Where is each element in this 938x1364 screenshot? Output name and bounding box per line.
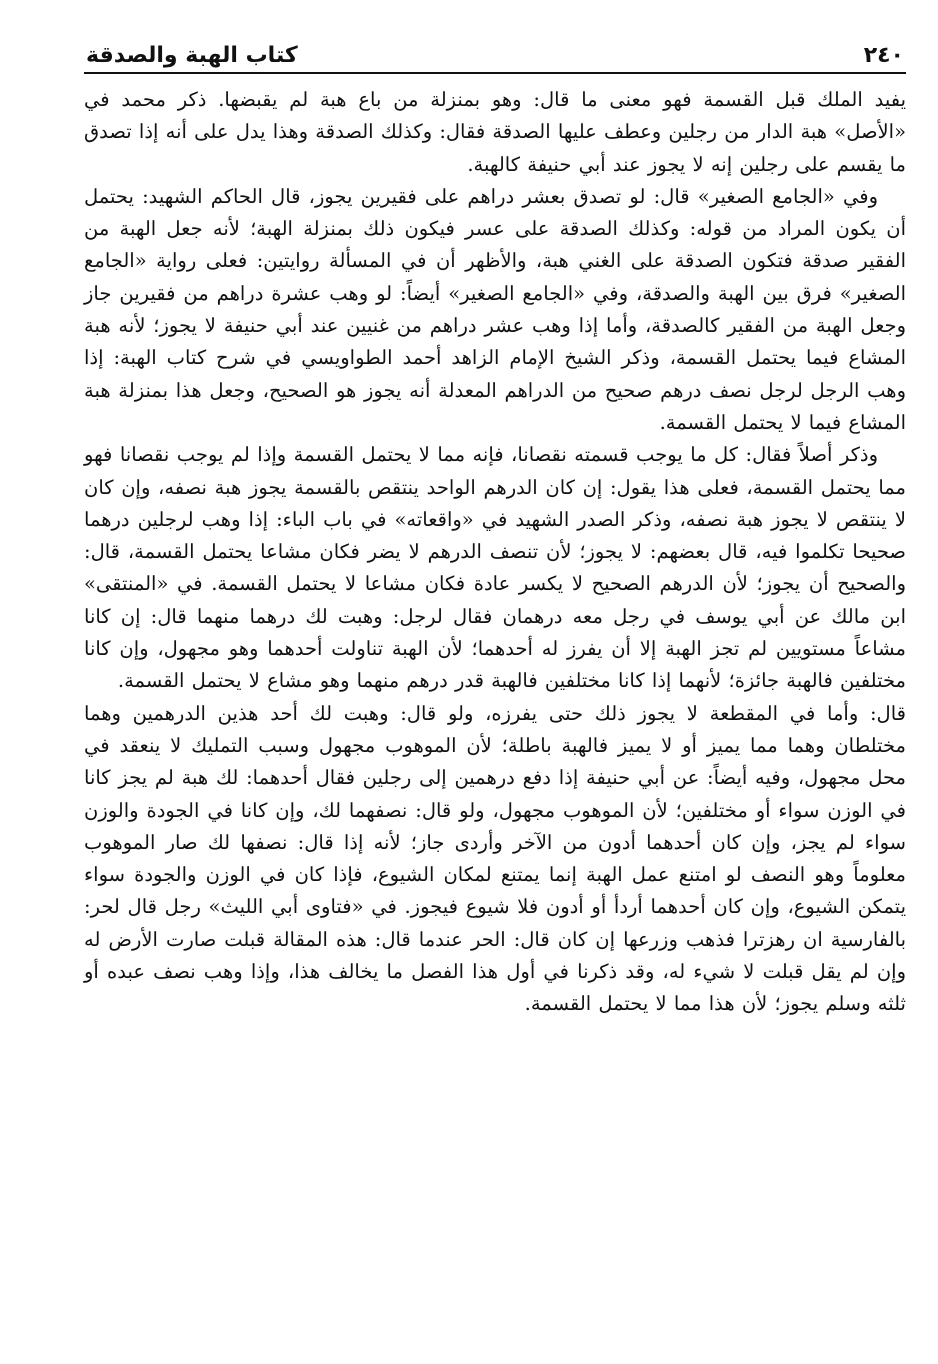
header-divider <box>84 72 906 74</box>
paragraph-4: قال: وأما في المقطعة لا يجوز ذلك حتى يفرزه، ولو قال: وهبت لك أحد هذين الدرهمين وهما مختلطان وهما مما يميز أو لا يميز فالهبة باطلة؛ لأن الموهوب مجهول وسبب التمليك لا ينعقد في محل مجهول، وفيه أيضاً: عن أبي حنيفة إذا دفع درهمين إلى رجلين فقال أحدهما: لك هبة لم يجز كانا في الوزن سواء أو مختلفين؛ لأن الموهوب مجهول، ولو قال: نصفهما لك، وإن كانا في الجودة والوزن سواء لم يجز، وإن كان أحدهما أدون من الآخر وأردى جاز؛ لأنه إذا قال: نصفها لك صار الموهوب معلوماً وهو النصف لو امتنع عمل الهبة إنما يمتنع لمكان الشيوع، فإذا كان في الوزن والجودة سواء يتمكن الشيوع، وإن كان أحدهما أردأ أو أدون فلا شيوع فيجوز. في «فتاوى أبي الليث» رجل قال لحر: بالفارسية ان رهزترا فذهب وزرعها إن كان قال: الحر عندما قال: هذه المقالة قبلت صارت الأرض له وإن لم يقل قبلت لا شيء له، وقد ذكرنا في أول هذا الفصل ما يخالف هذا، وإذا وهب نصف عبده أو ثلثه وسلم يجوز؛ لأن هذا مما لا يحتمل القسمة. <box>84 701 906 1016</box>
book-title: كتاب الهبة والصدقة <box>86 43 298 68</box>
page-body <box>84 84 906 1021</box>
paragraph-3: وذكر أصلاً فقال: كل ما يوجب قسمته نقصانا، فإنه مما لا يحتمل القسمة وإذا لم يوجب نقصانا فهو مما يحتمل القسمة، فعلى هذا يقول: إن كان الدرهم الواحد ينتقص بالقسمة يجوز هبة نصفه، وإن كان لا ينتقص لا يجوز هبة نصفه، وذكر الصدر الشهيد في «واقعاته» في باب الباء: إذا وهب لرجلين درهما صحيحا تكلموا فيه، قال بعضهم: لا يجوز؛ لأن تنصف الدرهم لا يضر فكان مشاعا يحتمل القسمة، قال: والصحيح أن يجوز؛ لأن الدرهم الصحيح لا يكسر عادة فكان مشاعا لا يحتمل القسمة. في «المنتقى» ابن مالك عن أبي يوسف في رجل معه درهمان فقال لرجل: وهبت لك درهما منهما قال: إن كانا مشاعاً مستويين لم تجز الهبة إلا أن يفرز له أحدهما؛ لأن الهبة تناولت أحدهما وهو مجهول، وإن كانا مختلفين فالهبة جائزة؛ لأنهما إذا كانا مختلفين فالهبة قدر درهم منهما وهو مشاع لا يحتمل القسمة. <box>84 443 906 693</box>
book-page <box>84 28 906 1348</box>
paragraph-1: يفيد الملك قبل القسمة فهو معنى ما قال: وهو بمنزلة من باع هبة لم يقبضها. ذكر محمد في «الأصل» هبة الدار من رجلين وعطف عليها الصدقة فقال: وكذلك الصدقة وهذا يدل على أنه إذا تصدق ما يقسم على رجلين إنه لا يجوز عند أبي حنيفة كالهبة. <box>84 88 906 176</box>
paragraph-2: وفي «الجامع الصغير» قال: لو تصدق بعشر دراهم على فقيرين يجوز، قال الحاكم الشهيد: يحتمل أن يكون المراد من قوله: وكذلك الصدقة على عسر فيكون ذلك بمنزلة الهبة؛ لأنه جعل الهبة من الفقير صدقة فتكون الصدقة على الغني هبة، والأظهر أن في المسألة روايتين: فعلى رواية «الجامع الصغير» فرق بين الهبة والصدقة، وفي «الجامع الصغير» أيضاً: لو وهب عشرة دراهم من فقيرين جاز وجعل الهبة من الفقير كالصدقة، وأما إذا وهب عشر دراهم من غنيين عند أبي حنيفة لا يجوز؛ لأنه هبة المشاع فيما يحتمل القسمة، وذكر الشيخ الإمام الزاهد أحمد الطواويسي في شرح كتاب الهبة: إذا وهب الرجل لرجل نصف درهم صحيح من الدراهم المعدلة أنه يجوز هو الصحيح، وجعل هذا بمنزلة هبة المشاع فيما لا يحتمل القسمة. <box>84 184 906 434</box>
page-header <box>84 28 906 72</box>
page-number: ٢٤٠ <box>863 43 904 68</box>
